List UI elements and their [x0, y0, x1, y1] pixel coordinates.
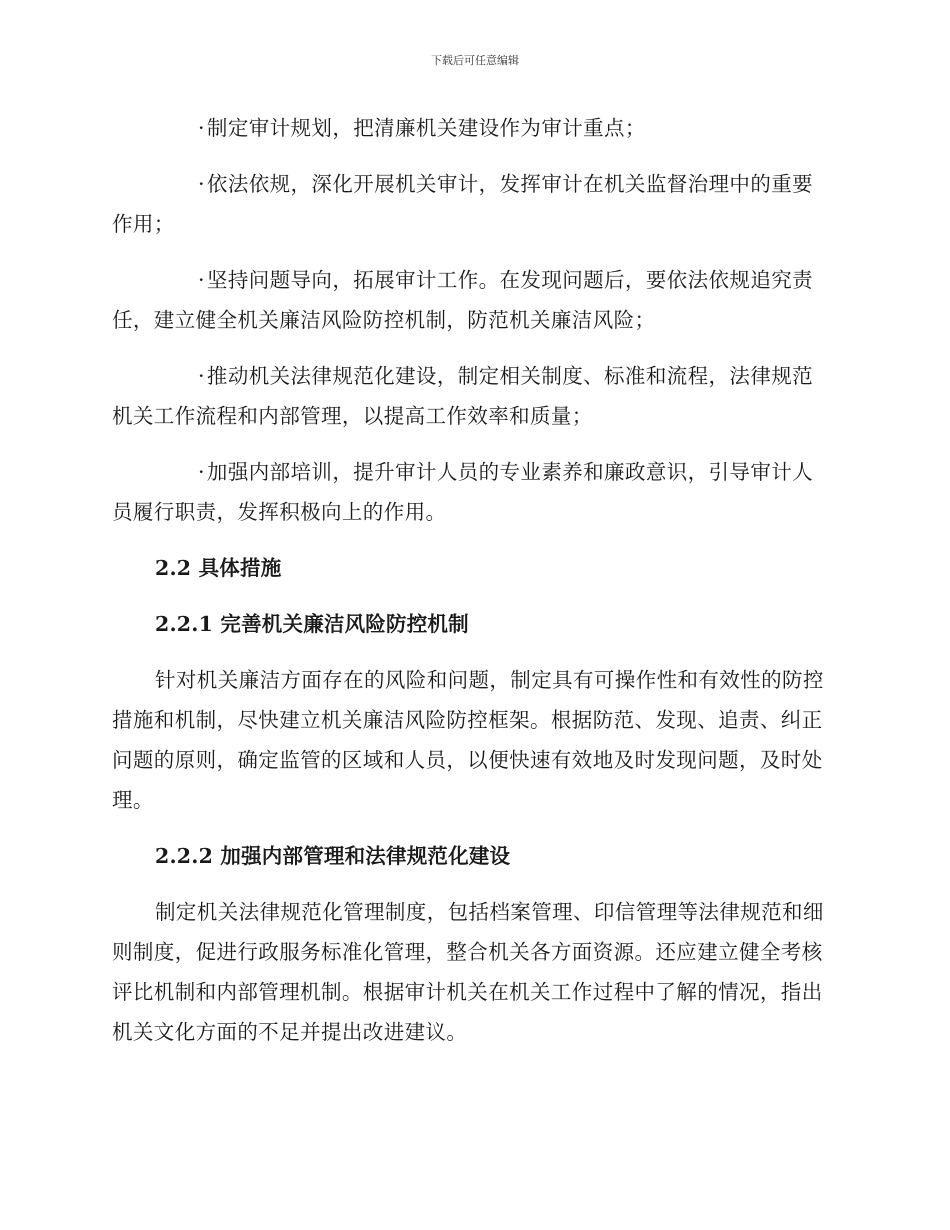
- bullet-text: 推动机关法律规范化建设，制定相关制度、标准和流程，法律规范机关工作流程和内部管理，以提高工作效率和质量；: [112, 364, 814, 428]
- bullet-item: [112, 108, 832, 148]
- bullet-item: [112, 164, 832, 244]
- subsection-body: 制定机关法律规范化管理制度，包括档案管理、印信管理等法律规范和细则制度，促进行政服务标准化管理，整合机关各方面资源。还应建立健全考核评比机制和内部管理机制。根据审计机关在机关工作过程中了解的情况，指出机关文化方面的不足并提出改进建议。: [112, 900, 824, 1044]
- bullet-text: 加强内部培训，提升审计人员的专业素养和廉政意识，引导审计人员履行职责，发挥积极向上的作用。: [112, 460, 814, 524]
- bullet-text: 依法依规，深化开展机关审计，发挥审计在机关监督治理中的重要作用；: [112, 172, 814, 236]
- page-header: 下载后可任意编辑: [431, 54, 519, 67]
- bullet-text: 制定审计规划，把清廉机关建设作为审计重点；: [206, 116, 646, 140]
- subsection-heading: 2.2.1 完善机关廉洁风险防控机制: [155, 612, 469, 636]
- subsection-body: 针对机关廉洁方面存在的风险和问题，制定具有可操作性和有效性的防控措施和机制，尽快建立机关廉洁风险防控框架。根据防范、发现、追责、纠正问题的原则，确定监管的区域和人员，以便快速有效地及时发现问题，及时处理。: [112, 668, 824, 812]
- bullet-marker: ·: [198, 460, 205, 484]
- bullet-item: [112, 452, 832, 532]
- bullet-item: [112, 260, 832, 340]
- section-heading: 2.2 具体措施: [155, 556, 282, 580]
- bullet-marker: ·: [198, 268, 205, 292]
- bullet-text: 坚持问题导向，拓展审计工作。在发现问题后，要依法依规追究责任，建立健全机关廉洁风险防控机制，防范机关廉洁风险；: [112, 268, 814, 332]
- bullet-marker: ·: [198, 116, 205, 140]
- bullet-marker: ·: [198, 364, 205, 388]
- subsection-heading: 2.2.2 加强内部管理和法律规范化建设: [155, 844, 511, 868]
- bullet-item: [112, 356, 832, 436]
- document-body: [112, 108, 832, 1068]
- bullet-marker: ·: [198, 172, 205, 196]
